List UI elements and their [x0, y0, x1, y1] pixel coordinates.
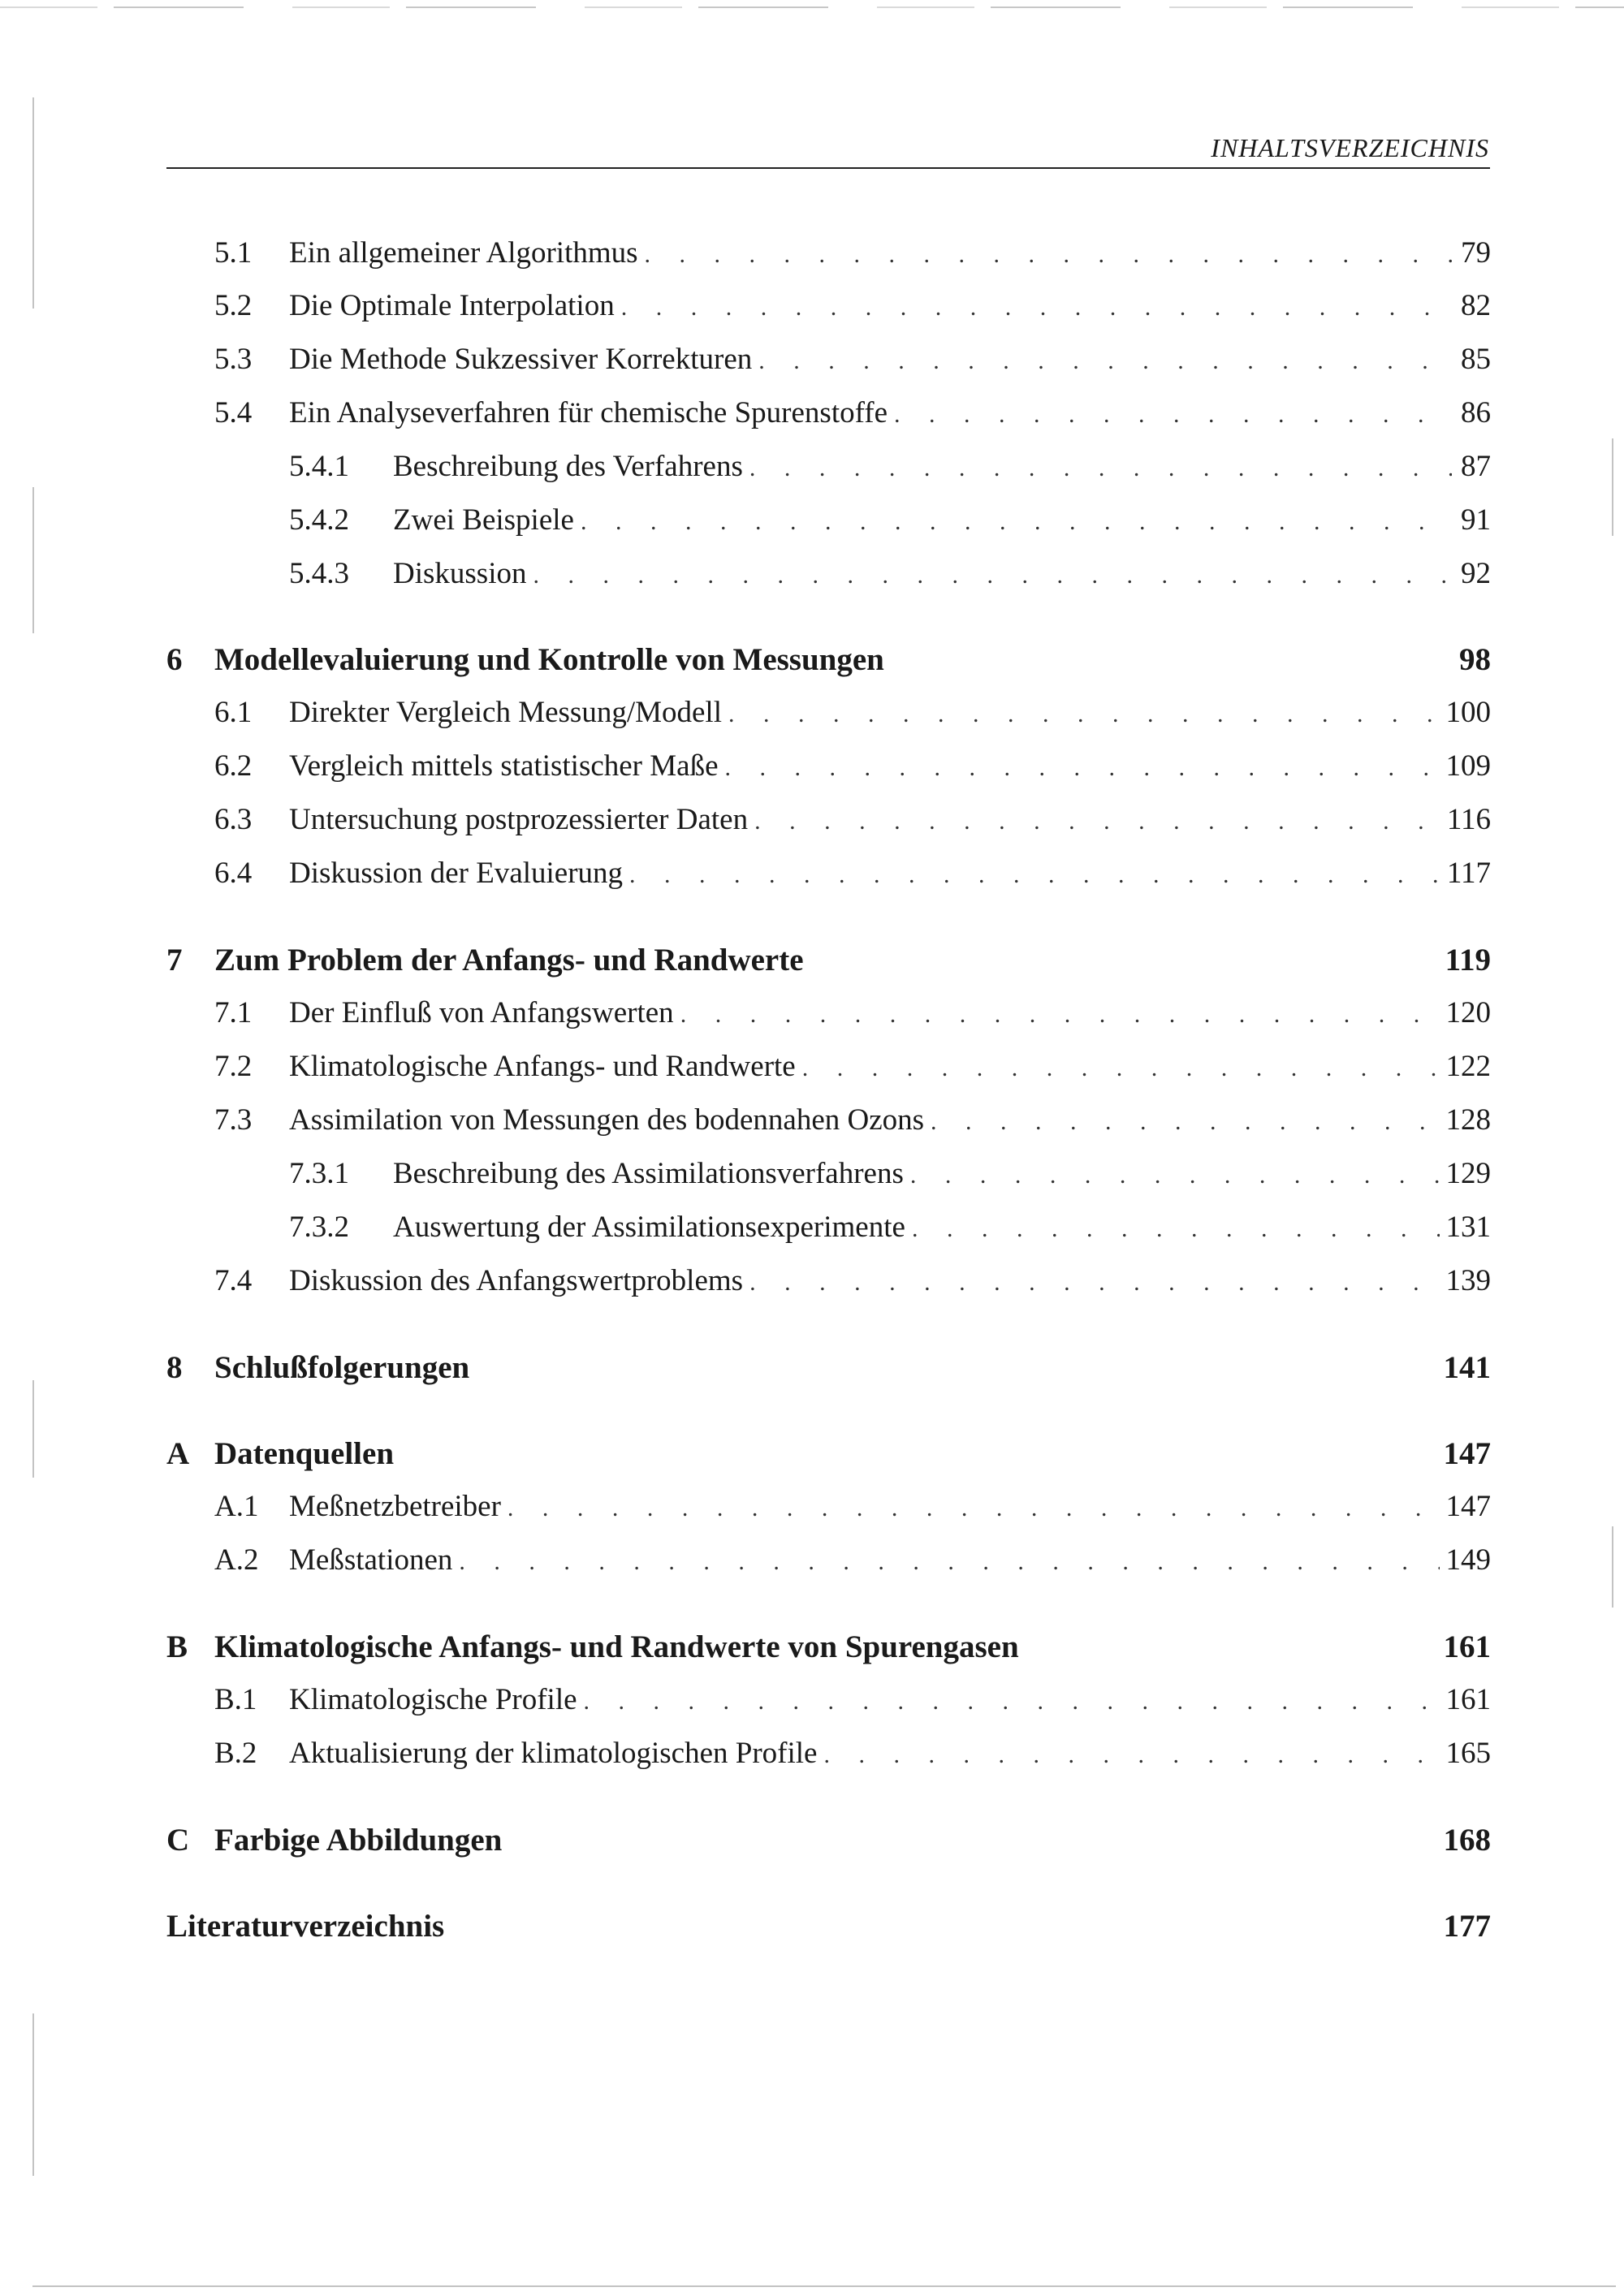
entry-title: Die Methode Sukzessiver Korrekturen: [289, 343, 753, 376]
entry-page: 149: [1445, 1543, 1491, 1577]
entry-page: 116: [1446, 803, 1491, 836]
leader-dots: [802, 1055, 1440, 1082]
toc-entry[interactable]: [214, 1263, 1491, 1302]
leader-dots: [621, 294, 1452, 322]
toc-entry[interactable]: [289, 556, 1491, 595]
entry-number: 5.4.3: [289, 557, 349, 590]
entry-title: Beschreibung des Verfahrens: [393, 450, 743, 483]
entry-page: 92: [1461, 557, 1491, 590]
entry-title: Der Einfluß von Anfangswerten: [289, 996, 674, 1029]
chapter-number: 7: [166, 943, 183, 978]
leader-dots: [823, 1741, 1439, 1769]
entry-number: 5.1: [214, 236, 253, 270]
toc-chapter[interactable]: [166, 1435, 1491, 1474]
entry-title: Klimatologische Anfangs- und Randwerte: [289, 1050, 796, 1083]
toc-entry[interactable]: [289, 503, 1491, 542]
entry-page: 165: [1445, 1737, 1491, 1770]
entry-title: Assimilation von Messungen des bodennahen Ozons: [289, 1103, 925, 1137]
entry-number: 5.4.1: [289, 450, 349, 483]
scan-edge-left: [32, 2013, 34, 2176]
toc-chapter[interactable]: [166, 942, 1491, 981]
chapter-title: Zum Problem der Anfangs- und Randwerte: [214, 943, 804, 978]
scan-edge-right: [1612, 1526, 1613, 1608]
entry-title: Diskussion: [393, 557, 527, 590]
entry-title: Meßstationen: [289, 1543, 453, 1577]
entry-page: 120: [1445, 996, 1491, 1029]
toc-chapter[interactable]: [166, 1822, 1491, 1861]
toc-entry[interactable]: [289, 1210, 1491, 1249]
entry-title: Zwei Beispiele: [393, 503, 574, 537]
leader-dots: [754, 808, 1440, 835]
chapter-page: 147: [1443, 1436, 1491, 1471]
chapter-number: C: [166, 1823, 190, 1858]
toc-entry[interactable]: [214, 995, 1491, 1034]
toc-entry[interactable]: [214, 1489, 1491, 1528]
entry-page: 86: [1461, 396, 1491, 429]
entry-number: B.2: [214, 1737, 257, 1770]
entry-title: Aktualisierung der klimatologischen Profile: [289, 1737, 818, 1770]
entry-number: 7.4: [214, 1264, 253, 1297]
entry-page: 131: [1445, 1211, 1491, 1244]
entry-number: 5.2: [214, 289, 253, 322]
leader-dots: [758, 347, 1452, 375]
entry-title: Diskussion der Evaluierung: [289, 857, 624, 890]
entry-number: 7.2: [214, 1050, 253, 1083]
entry-number: 5.4.2: [289, 503, 349, 537]
entry-title: Diskussion des Anfangswertproblems: [289, 1264, 744, 1297]
toc-chapter[interactable]: [166, 1629, 1491, 1668]
entry-number: 6.2: [214, 749, 253, 783]
toc-entry[interactable]: [214, 802, 1491, 841]
entry-title: Vergleich mittels statistischer Maße: [289, 749, 719, 783]
leader-dots: [749, 1269, 1439, 1297]
toc-entry[interactable]: [214, 1682, 1491, 1721]
scan-artifact-bottom: [32, 2285, 1616, 2287]
entry-number: 6.1: [214, 696, 253, 729]
entry-page: 139: [1445, 1264, 1491, 1297]
toc-entry[interactable]: [214, 749, 1491, 788]
leader-dots: [931, 1108, 1439, 1136]
chapter-page: 168: [1443, 1823, 1491, 1858]
chapter-title: Datenquellen: [214, 1436, 395, 1471]
leader-dots: [645, 241, 1452, 269]
toc-entry[interactable]: [289, 449, 1491, 488]
chapter-page: 98: [1459, 642, 1491, 677]
toc-entry[interactable]: [214, 856, 1491, 895]
entry-title: Ein Analyseverfahren für chemische Spurenstoffe: [289, 396, 888, 429]
entry-page: 79: [1461, 236, 1491, 270]
entry-page: 91: [1461, 503, 1491, 537]
entry-number: 7.3.1: [289, 1157, 349, 1190]
entry-page: 147: [1445, 1490, 1491, 1523]
leader-dots: [508, 1495, 1440, 1522]
chapter-page: 177: [1443, 1909, 1491, 1944]
chapter-number: A: [166, 1436, 190, 1471]
leader-dots: [725, 754, 1440, 782]
leader-dots: [533, 562, 1452, 589]
entry-page: 122: [1445, 1050, 1491, 1083]
toc-chapter[interactable]: [166, 1908, 1491, 1947]
entry-number: 6.3: [214, 803, 253, 836]
leader-dots: [749, 455, 1452, 482]
scan-edge-right: [1612, 438, 1613, 536]
toc-chapter[interactable]: [166, 641, 1491, 680]
toc-entry[interactable]: [214, 1543, 1491, 1582]
leader-dots: [459, 1548, 1439, 1576]
chapter-title: Klimatologische Anfangs- und Randwerte von Spurengasen: [214, 1629, 1019, 1664]
chapter-number: 8: [166, 1350, 183, 1385]
toc-chapter[interactable]: [166, 1349, 1491, 1388]
entry-page: 82: [1461, 289, 1491, 322]
entry-number: 7.1: [214, 996, 253, 1029]
entry-number: 7.3: [214, 1103, 253, 1137]
header-rule: [166, 167, 1490, 169]
leader-dots: [910, 1162, 1440, 1189]
scan-edge-left: [32, 487, 34, 633]
scan-artifact-top: [0, 6, 1624, 8]
chapter-page: 119: [1445, 943, 1491, 978]
entry-number: A.1: [214, 1490, 259, 1523]
toc-entry[interactable]: [214, 342, 1491, 381]
entry-page: 87: [1461, 450, 1491, 483]
entry-page: 128: [1445, 1103, 1491, 1137]
entry-title: Meßnetzbetreiber: [289, 1490, 501, 1523]
chapter-title: Literaturverzeichnis: [166, 1909, 445, 1944]
entry-page: 129: [1445, 1157, 1491, 1190]
leader-dots: [728, 701, 1440, 728]
entry-page: 117: [1446, 857, 1491, 890]
chapter-title: Schlußfolgerungen: [214, 1350, 470, 1385]
entry-page: 100: [1445, 696, 1491, 729]
scan-edge-left: [32, 1380, 34, 1478]
running-header: INHALTSVERZEICHNIS: [1211, 133, 1489, 162]
scan-edge-left: [32, 97, 34, 309]
entry-number: A.2: [214, 1543, 259, 1577]
entry-title: Beschreibung des Assimilationsverfahrens: [393, 1157, 904, 1190]
leader-dots: [680, 1001, 1440, 1029]
entry-number: B.1: [214, 1683, 257, 1716]
entry-title: Untersuchung postprozessierter Daten: [289, 803, 749, 836]
entry-page: 85: [1461, 343, 1491, 376]
leader-dots: [629, 861, 1440, 889]
entry-page: 109: [1445, 749, 1491, 783]
chapter-page: 161: [1443, 1629, 1491, 1664]
toc-entry[interactable]: [214, 235, 1491, 274]
entry-title: Auswertung der Assimilationsexperimente: [393, 1211, 905, 1244]
chapter-page: 141: [1443, 1350, 1491, 1385]
chapter-number: B: [166, 1629, 188, 1664]
toc-entry[interactable]: [214, 1103, 1491, 1142]
chapter-title: Farbige Abbildungen: [214, 1823, 503, 1858]
toc-entry[interactable]: [214, 1049, 1491, 1088]
leader-dots: [581, 508, 1452, 536]
entry-title: Die Optimale Interpolation: [289, 289, 615, 322]
leader-dots: [894, 401, 1452, 429]
toc-entry[interactable]: [289, 1156, 1491, 1195]
entry-number: 5.3: [214, 343, 253, 376]
chapter-title: Modellevaluierung und Kontrolle von Messungen: [214, 642, 884, 677]
entry-number: 6.4: [214, 857, 253, 890]
toc-entry[interactable]: [214, 395, 1491, 434]
entry-page: 161: [1445, 1683, 1491, 1716]
chapter-number: 6: [166, 642, 183, 677]
leader-dots: [584, 1688, 1440, 1716]
toc-entry[interactable]: [214, 1736, 1491, 1775]
toc-entry[interactable]: [214, 695, 1491, 734]
entry-title: Direkter Vergleich Messung/Modell: [289, 696, 722, 729]
leader-dots: [912, 1215, 1440, 1243]
entry-title: Ein allgemeiner Algorithmus: [289, 236, 638, 270]
entry-number: 7.3.2: [289, 1211, 349, 1244]
entry-title: Klimatologische Profile: [289, 1683, 577, 1716]
entry-number: 5.4: [214, 396, 253, 429]
toc-entry[interactable]: [214, 288, 1491, 327]
